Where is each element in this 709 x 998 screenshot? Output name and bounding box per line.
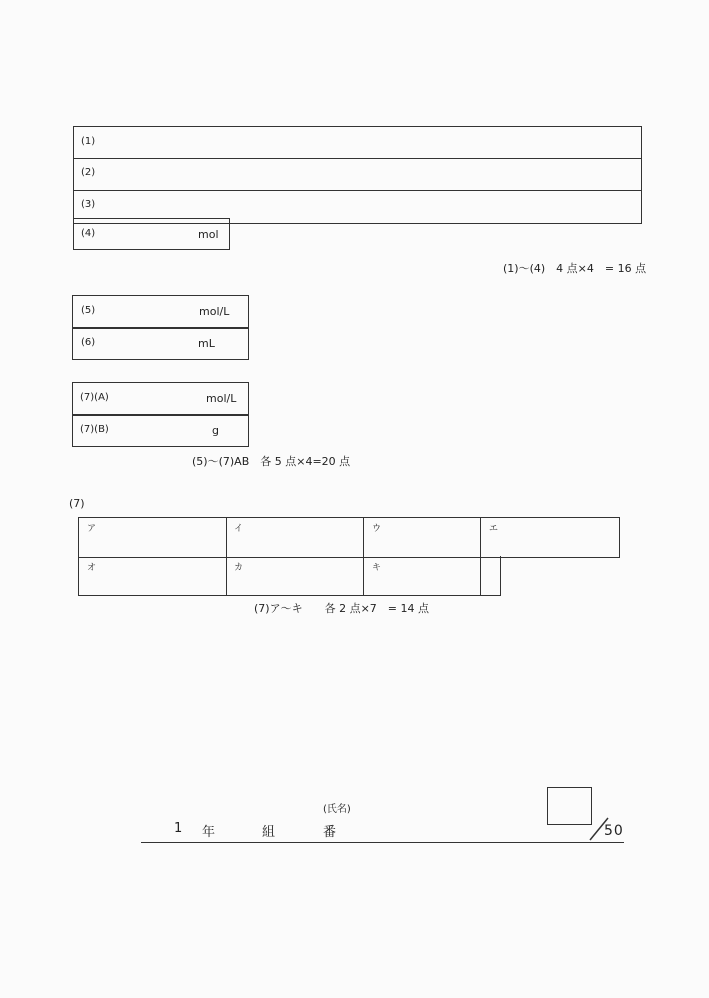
section-heading-7: (7) (69, 497, 85, 510)
ban-label: 番 (323, 825, 338, 840)
answer-row-7b[interactable] (72, 414, 249, 447)
score-note-1: (1)〜(4) 4 点×4 = 16 点 (503, 262, 647, 275)
cell-e[interactable]: エ (489, 524, 499, 534)
unit-label: mol/L (199, 305, 230, 318)
unit-label: g (212, 424, 219, 437)
answer-row-4[interactable] (73, 218, 230, 250)
nen-label: 年 (202, 825, 217, 840)
kana-grid-row-2 (78, 556, 501, 596)
answer-row-7a[interactable] (72, 382, 249, 416)
unit-label: mL (198, 337, 215, 350)
name-underline (141, 842, 624, 843)
cell-o[interactable]: オ (87, 563, 97, 573)
cell-ki[interactable]: キ (372, 563, 382, 573)
name-caption: (氏名) (323, 804, 351, 815)
cell-u[interactable]: ウ (372, 524, 382, 534)
cell-i[interactable]: イ (234, 524, 244, 534)
kumi-label: 組 (262, 825, 277, 840)
answer-row-5[interactable] (72, 295, 249, 329)
row-label: (2) (81, 167, 96, 178)
row-label: (4) (81, 228, 96, 239)
score-note-3: (7)ア〜キ 各 2 点×7 = 14 点 (254, 602, 429, 615)
answer-row-6[interactable] (72, 327, 249, 360)
grade-number: 1 (174, 821, 184, 836)
kana-grid-row-1 (78, 517, 620, 558)
score-box[interactable] (547, 787, 592, 825)
score-note-2: (5)〜(7)AB 各 5 点×4=20 点 (192, 455, 351, 468)
answer-row-2[interactable] (73, 158, 642, 191)
row-label: (6) (81, 337, 96, 348)
unit-label: mol/L (206, 392, 237, 405)
row-label: (7)(B) (80, 424, 109, 435)
cell-divider (500, 556, 501, 596)
total-score: 50 (604, 823, 624, 839)
cell-a[interactable]: ア (87, 524, 97, 534)
row-label: (5) (81, 305, 96, 316)
unit-label: mol (198, 228, 219, 241)
answer-row-1[interactable] (73, 126, 642, 159)
row-label: (3) (81, 199, 96, 210)
row-label: (1) (81, 136, 96, 147)
cell-ka[interactable]: カ (234, 563, 244, 573)
row-label: (7)(A) (80, 392, 109, 403)
